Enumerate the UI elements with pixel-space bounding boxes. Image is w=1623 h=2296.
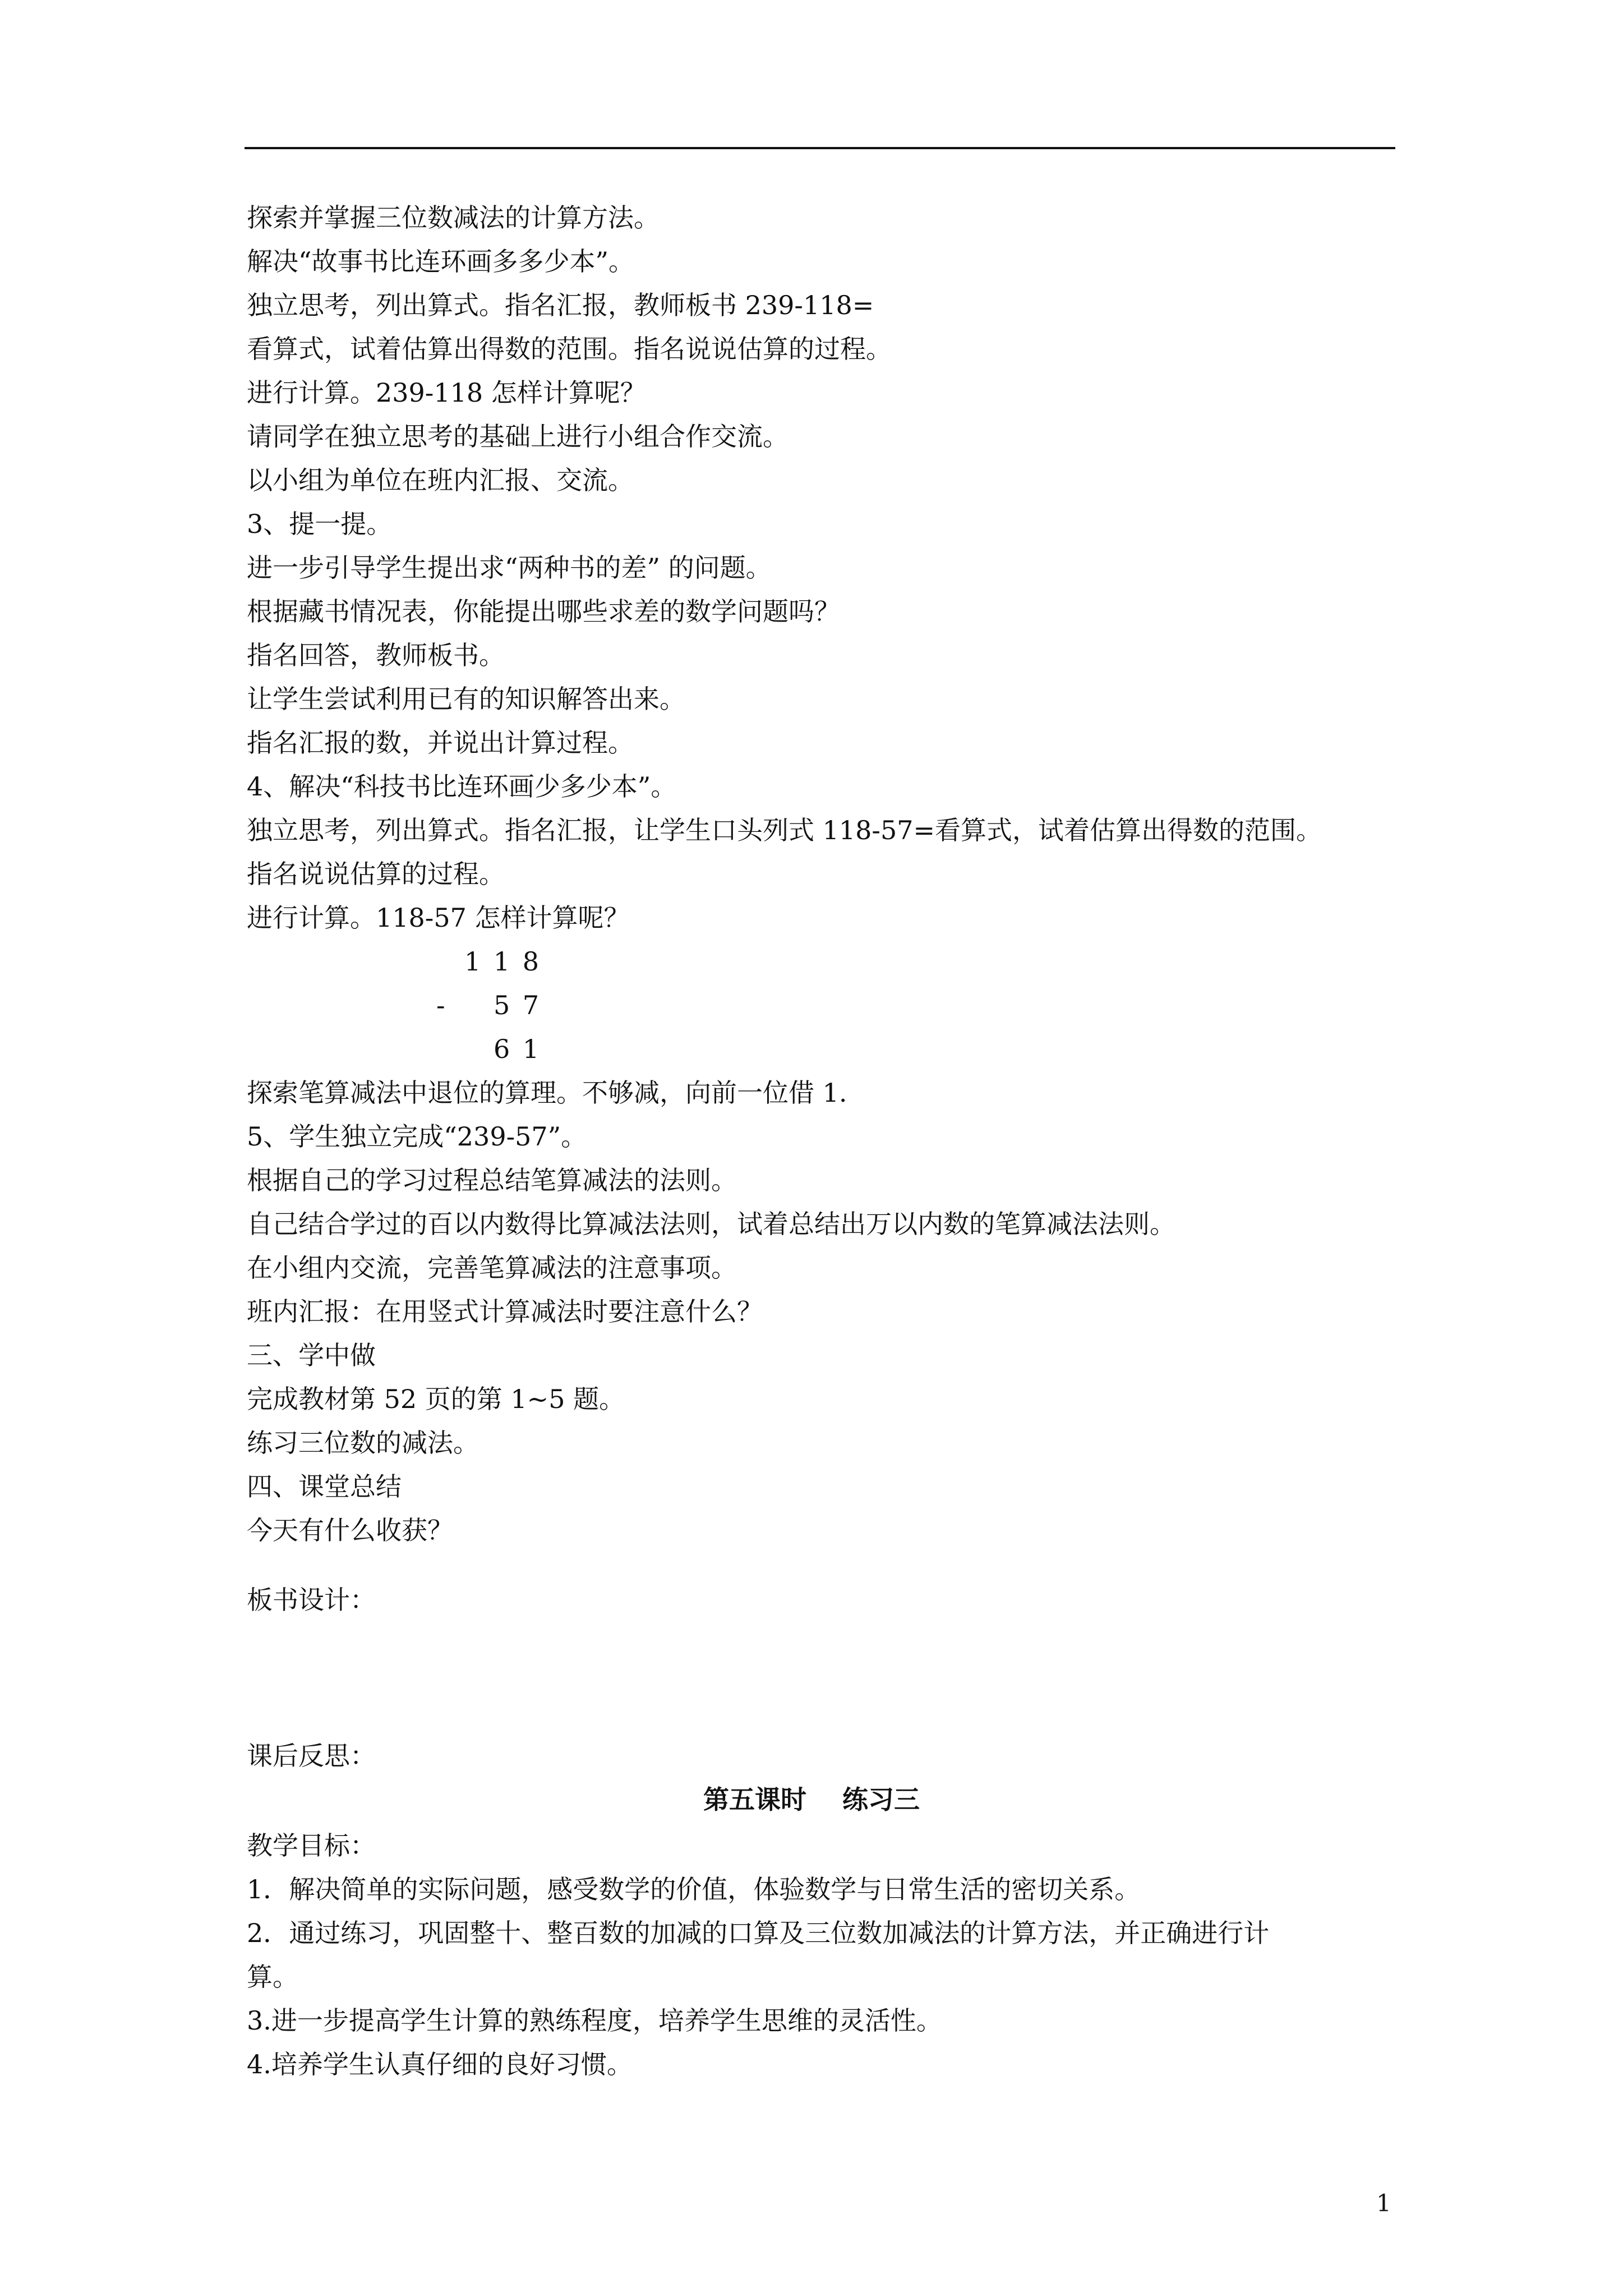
text-line: 指名汇报的数，并说出计算过程。: [247, 728, 634, 758]
text-line: 独立思考，列出算式。指名汇报，让学生口头列式 118-57=看算式，试着估算出得数的范围。: [247, 815, 1322, 845]
section-heading: 四、课堂总结: [247, 1471, 402, 1502]
text-line: 3、提一提。: [247, 509, 393, 539]
reflection-label: 课后反思：: [247, 1741, 376, 1771]
board-design-label: 板书设计：: [247, 1585, 376, 1615]
text-line: 4、解决“科技书比连环画少多少本”。: [247, 771, 677, 802]
text-line: 看算式，试着估算出得数的范围。指名说说估算的过程。: [247, 334, 892, 364]
objective-item: 算。: [247, 1962, 298, 1992]
calc-result: 6 1: [494, 1034, 542, 1064]
objective-item: 2．通过练习，巩固整十、整百数的加减的口算及三位数加减法的计算方法，并正确进行计: [247, 1918, 1270, 1948]
text-line: 进行计算。239-118 怎样计算呢？: [247, 378, 646, 408]
calc-operator: -: [436, 990, 448, 1020]
text-line: 让学生尝试利用已有的知识解答出来。: [247, 684, 685, 714]
calc-subtrahend: 5 7: [494, 990, 542, 1020]
text-line: 解决“故事书比连环画多多少本”。: [247, 246, 635, 277]
text-line: 根据自己的学习过程总结笔算减法的法则。: [247, 1165, 737, 1195]
objective-item: 1．解决简单的实际问题，感受数学的价值，体验数学与日常生活的密切关系。: [247, 1874, 1141, 1904]
section-heading: 三、学中做: [247, 1340, 376, 1370]
text-line: 独立思考，列出算式。指名汇报，教师板书 239-118=: [247, 290, 874, 320]
text-line: 指名说说估算的过程。: [247, 859, 505, 889]
objective-item: 3.进一步提高学生计算的熟练程度，培养学生思维的灵活性。: [247, 2005, 942, 2036]
text-line: 根据藏书情况表，你能提出哪些求差的数学问题吗？: [247, 596, 840, 627]
text-line: 今天有什么收获？: [247, 1515, 453, 1545]
text-line: 请同学在独立思考的基础上进行小组合作交流。: [247, 421, 789, 452]
calc-minuend: 1 1 8: [464, 946, 542, 977]
text-line: 在小组内交流，完善笔算减法的注意事项。: [247, 1253, 737, 1283]
text-line: 探索并掌握三位数减法的计算方法。: [247, 203, 660, 233]
text-line: 进行计算。118-57 怎样计算呢？: [247, 903, 630, 933]
text-line: 完成教材第 52 页的第 1~5 题。: [247, 1384, 625, 1414]
objectives-label: 教学目标：: [247, 1830, 376, 1861]
text-line: 进一步引导学生提出求“两种书的差” 的问题。: [247, 553, 772, 583]
text-line: 指名回答，教师板书。: [247, 640, 505, 670]
text-line: 自己结合学过的百以内数得比算减法法则，试着总结出万以内数的笔算减法法则。: [247, 1209, 1175, 1239]
page-number: 1: [1376, 2189, 1391, 2217]
text-line: 以小组为单位在班内汇报、交流。: [247, 465, 634, 495]
text-line: 班内汇报：在用竖式计算减法时要注意什么？: [247, 1296, 763, 1327]
objective-item: 4.培养学生认真仔细的良好习惯。: [247, 2049, 633, 2079]
lesson-title: 第五课时 练习三: [703, 1784, 920, 1815]
header-rule: [245, 147, 1395, 149]
text-line: 探索笔算减法中退位的算理。不够减，向前一位借 1.: [247, 1078, 847, 1108]
text-line: 5、学生独立完成“239-57”。: [247, 1121, 587, 1152]
text-line: 练习三位数的减法。: [247, 1428, 479, 1458]
